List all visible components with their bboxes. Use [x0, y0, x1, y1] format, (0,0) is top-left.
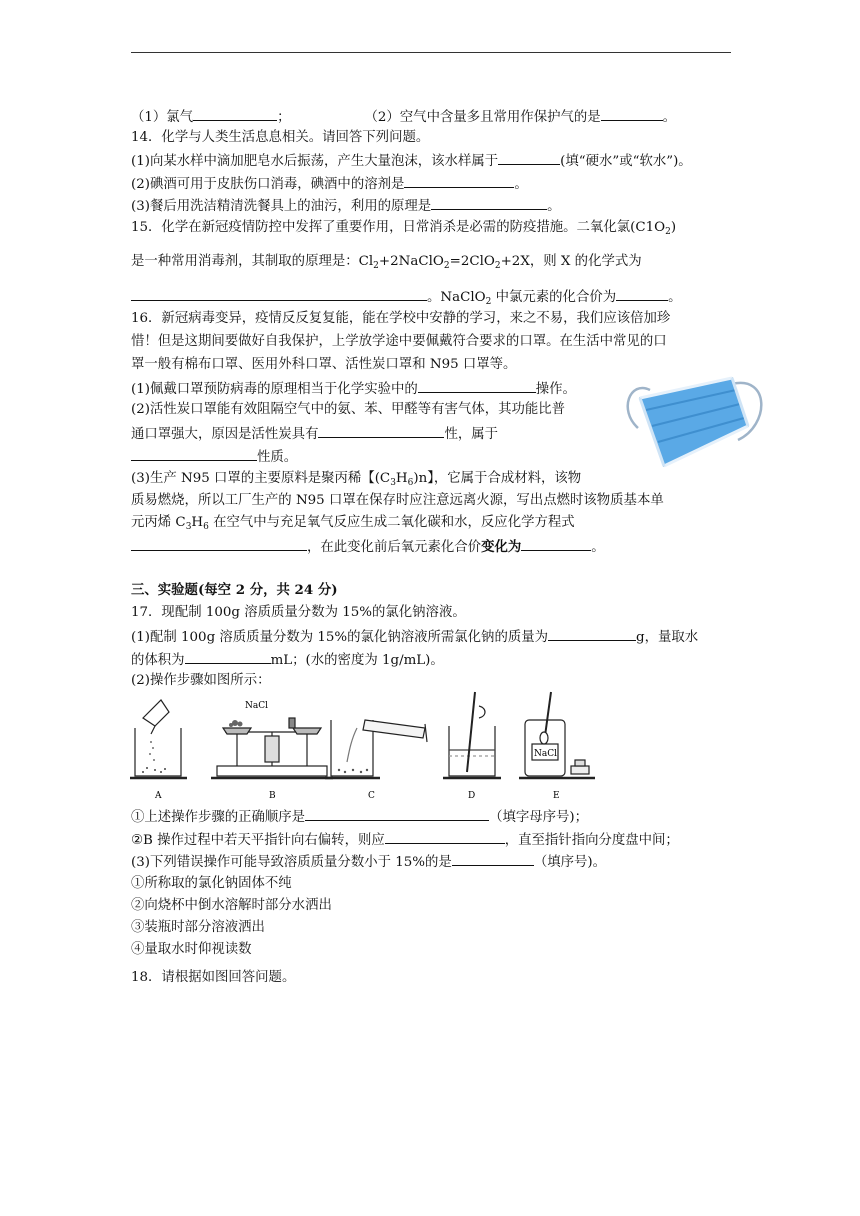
- blank-nacl-mass[interactable]: [548, 626, 636, 641]
- q17-o2: ②B 操作过程中若天平指针向右偏转，则应 ，直至指针指向分度盘中间；: [131, 829, 679, 851]
- step-c-figure: [325, 720, 427, 778]
- q13-answer-line: （1）氯气 ； （2）空气中含量多且常用作保护气的是 。: [131, 106, 676, 128]
- q17-opt-1: ①所称取的氯化钠固体不纯: [131, 876, 292, 891]
- blank-hard-soft-water[interactable]: [498, 150, 560, 165]
- q14-s1: (1)向某水样中滴加肥皂水后振荡，产生大量泡沫，该水样属于 (填“硬水”或“软水”)。: [131, 150, 692, 172]
- blank-operation[interactable]: [418, 378, 536, 393]
- q15-line1: 15．化学在新冠疫情防控中发挥了重要作用，日常消杀是必需的防疫措施。二氧化氯$(C1O_2)$: [131, 220, 677, 237]
- q16-s3c: 元丙烯 $C_3H_6$ 在空气中与充足氧气反应生成二氧化碳和水，反应化学方程式: [131, 515, 575, 532]
- q17-opt-3: ③装瓶时部分溶液洒出: [131, 920, 265, 935]
- label-e: E: [553, 791, 560, 801]
- q18-title: 18．请根据如图回答问题。: [131, 970, 296, 985]
- blank-carbon-property[interactable]: [318, 423, 444, 438]
- blank-error-ops[interactable]: [452, 851, 534, 866]
- q17-s1a: (1)配制 100g 溶质质量分数为 15%的氯化钠溶液所需氯化钠的质量为 g，量取水: [131, 626, 698, 648]
- section-3-title: 三、实验题(每空 2 分，共 24 分): [131, 582, 338, 598]
- q17-opt-4: ④量取水时仰视读数: [131, 942, 252, 957]
- blank-property-type[interactable]: [131, 446, 257, 461]
- label-b: B: [269, 791, 276, 801]
- nacl-label-balance: NaCl: [245, 701, 269, 711]
- blank-principle[interactable]: [431, 195, 547, 210]
- q16-line2: 惜！但是这期间要做好自我保护，上学放学途中要佩戴符合要求的口罩。在生活中常见的口: [131, 334, 667, 349]
- q16-s3d: ，在此变化前后氧元素化合价变化为 。: [131, 536, 605, 558]
- q16-s2b: 通口罩强大，原因是活性炭具有 性，属于: [131, 423, 498, 445]
- q14-title: 14．化学与人类生活息息相关。请回答下列问题。: [131, 130, 430, 145]
- nacl-label-bottle: NaCl: [534, 749, 558, 759]
- blank-solvent[interactable]: [404, 173, 514, 188]
- q17-title: 17．现配制 100g 溶质质量分数为 15%的氯化钠溶液。: [131, 605, 466, 620]
- blank-equation[interactable]: [131, 536, 307, 551]
- q15-line3: 。NaClO$_2$ 中氯元素的化合价为 。: [131, 286, 682, 308]
- q14-s2: (2)碘酒可用于皮肤伤口消毒，碘酒中的溶剂是 。: [131, 173, 528, 195]
- q16-s2a: (2)活性炭口罩能有效阻隔空气中的氨、苯、甲醛等有害气体，其功能比普: [131, 402, 566, 417]
- blank-chlorine[interactable]: [193, 106, 277, 121]
- equation: $Cl_2+2NaClO_2=2ClO_2+2X$: [358, 254, 530, 271]
- q16-s3a: (3)生产 N95 口罩的主要原料是聚丙稀【$(C_3H_6)n$】，它属于合成材料，该物: [131, 471, 582, 488]
- experiment-steps-diagram: [125, 690, 605, 805]
- q16-s3b: 质易燃烧，所以工厂生产的 N95 口罩在保存时应注意远离火源，写出点燃时该物质基本单: [131, 493, 664, 508]
- blank-x-formula[interactable]: [131, 286, 427, 301]
- blank-balance-adjust[interactable]: [385, 829, 505, 844]
- blank-water-volume[interactable]: [185, 649, 271, 664]
- q16-s2c: 性质。: [131, 446, 297, 468]
- step-a-figure: [130, 700, 187, 778]
- label-d: D: [468, 791, 476, 801]
- surgical-mask-image: [620, 370, 765, 478]
- q17-s1b: 的体积为 mL；(水的密度为 1g/mL)。: [131, 649, 444, 671]
- q16-line3: 罩一般有棉布口罩、医用外科口罩、活性炭口罩和 N95 口罩等。: [131, 357, 517, 372]
- header-rule: [131, 52, 731, 53]
- step-d-figure: [443, 692, 501, 778]
- q17-opt-2: ②向烧杯中倒水溶解时部分水洒出: [131, 898, 332, 913]
- q15-line2: 是一种常用消毒剂，其制取的原理是：$Cl_2+2NaClO_2=2ClO_2+2X$，则 X 的化学式为: [131, 254, 642, 271]
- label-c: C: [368, 791, 375, 801]
- step-b-figure: [211, 718, 333, 778]
- q17-s3: (3)下列错误操作可能导致溶质质量分数小于 15%的是 （填序号)。: [131, 851, 606, 873]
- step-e-figure: [519, 692, 595, 778]
- q17-o1: ①上述操作步骤的正确顺序是 （填字母序号)；: [131, 806, 588, 828]
- blank-oxygen-valence[interactable]: [521, 536, 591, 551]
- blank-valence[interactable]: [616, 286, 668, 301]
- blank-step-order[interactable]: [305, 806, 489, 821]
- label-a: A: [155, 791, 162, 801]
- blank-protective-gas[interactable]: [601, 106, 663, 121]
- q17-s2: (2)操作步骤如图所示：: [131, 673, 271, 688]
- q16-line1: 16．新冠病毒变异，疫情反反复复能，能在学校中安静的学习，来之不易，我们应该倍加珍: [131, 311, 671, 326]
- q16-s1: (1)佩戴口罩预防病毒的原理相当于化学实验中的 操作。: [131, 378, 576, 400]
- q14-s3: (3)餐后用洗洁精清洗餐具上的油污，利用的原理是 。: [131, 195, 561, 217]
